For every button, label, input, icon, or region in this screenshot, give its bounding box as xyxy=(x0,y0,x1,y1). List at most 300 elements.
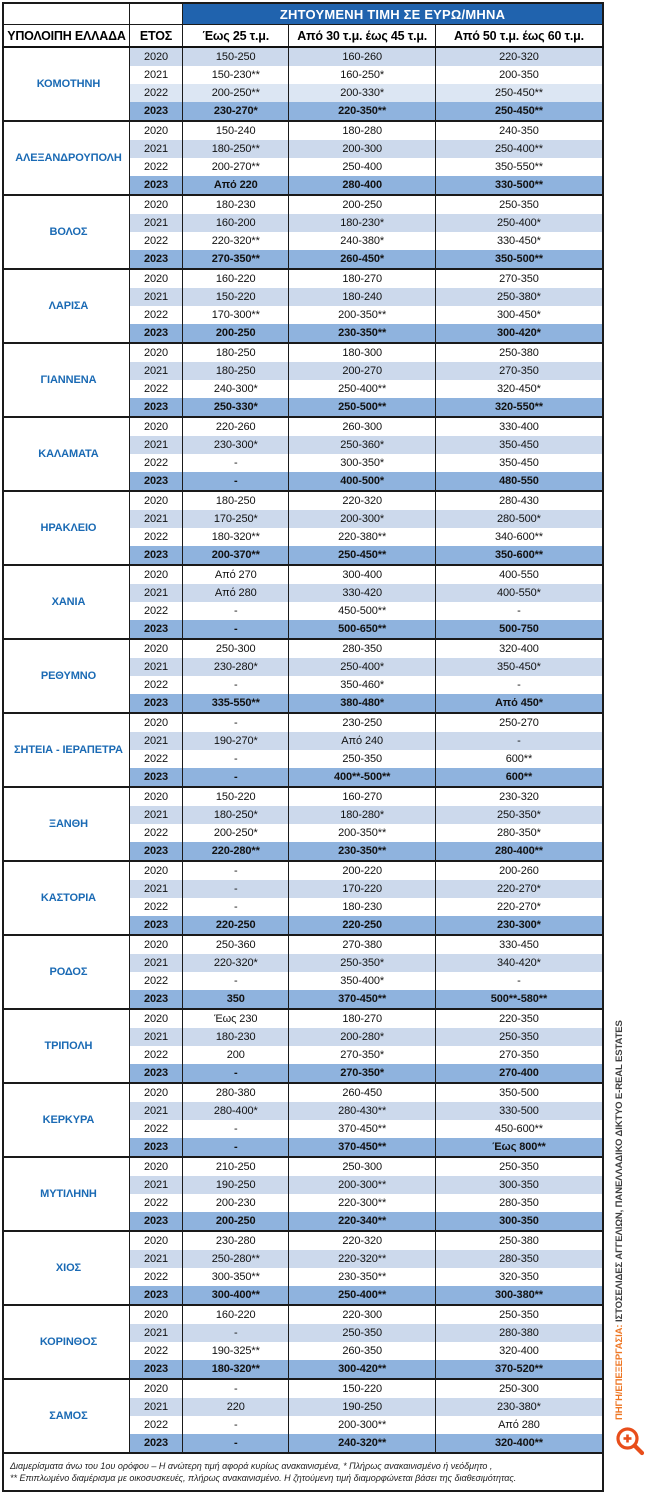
year-cell: 2021 xyxy=(129,658,182,676)
price-cell: 190-250 xyxy=(289,1398,435,1416)
city-name: ΚΟΡΙΝΘΟΣ xyxy=(3,1305,129,1379)
price-cell: 220-320* xyxy=(183,954,289,972)
year-cell: 2021 xyxy=(129,1398,182,1416)
table-row xyxy=(3,565,603,584)
price-cell: 250-400 xyxy=(289,158,435,176)
banner-row xyxy=(3,3,603,25)
price-cell: 300-350* xyxy=(289,454,435,472)
price-cell: 370-450** xyxy=(289,1120,435,1138)
price-cell: - xyxy=(183,454,289,472)
price-cell: 240-380* xyxy=(289,232,435,250)
price-cell: 250-350 xyxy=(289,1324,435,1342)
price-cell: - xyxy=(183,768,289,787)
price-cell: Από 280 xyxy=(498,1419,540,1431)
price-cell: 250-350* xyxy=(497,809,541,821)
price-cell: 350-450 xyxy=(499,457,539,469)
price-cell: 330-500 xyxy=(499,1105,539,1117)
year-cell: 2022 xyxy=(129,232,182,250)
price-cell: - xyxy=(517,975,521,987)
price-cell: 260-450 xyxy=(289,1083,435,1102)
price-cell: 400-500* xyxy=(289,472,435,491)
table-row xyxy=(3,935,603,954)
price-cell: 280-380 xyxy=(183,1083,289,1102)
price-cell: 330-450 xyxy=(435,935,603,954)
price-cell: 300-350 xyxy=(499,1215,539,1227)
price-cell: - xyxy=(183,713,289,732)
price-cell: - xyxy=(517,679,521,691)
price-cell: 180-250 xyxy=(183,343,289,362)
table-body xyxy=(3,47,603,1453)
city-name: ΛΑΡΙΣΑ xyxy=(3,269,129,343)
price-cell: 350-450* xyxy=(497,661,541,673)
price-cell: 220-320 xyxy=(289,491,435,510)
price-cell: 180-250* xyxy=(183,806,289,824)
price-cell: 270-380 xyxy=(289,935,435,954)
price-cell: 500-750 xyxy=(499,623,539,635)
price-cell: 350-500 xyxy=(435,1083,603,1102)
price-cell: 250-350 xyxy=(435,195,603,214)
price-cell: 280-350 xyxy=(499,1253,539,1265)
year-cell: 2023 xyxy=(129,176,182,195)
year-cell: 2021 xyxy=(129,1250,182,1268)
city-name: ΚΕΡΚΥΡΑ xyxy=(3,1083,129,1157)
price-cell: 250-300 xyxy=(289,1157,435,1176)
city-name: ΚΑΣΤΟΡΙΑ xyxy=(3,861,129,935)
price-cell: 250-350 xyxy=(499,1031,539,1043)
price-cell: 300-420** xyxy=(289,1360,435,1379)
price-cell: 320-450* xyxy=(497,383,541,395)
year-cell: 2023 xyxy=(129,1286,182,1305)
price-cell: 220-250 xyxy=(183,916,289,935)
year-cell: 2020 xyxy=(129,1157,182,1176)
table-row xyxy=(3,417,603,436)
year-cell: 2022 xyxy=(129,84,182,102)
table-row xyxy=(3,1305,603,1324)
price-cell: 230-300* xyxy=(497,919,541,931)
price-cell: 180-250** xyxy=(183,140,289,158)
price-cell: 150-220 xyxy=(183,787,289,806)
price-cell: 200-250 xyxy=(289,195,435,214)
price-cell: 220-270* xyxy=(497,883,541,895)
price-cell: - xyxy=(183,972,289,990)
year-cell: 2023 xyxy=(129,1434,182,1453)
year-cell: 2023 xyxy=(129,472,182,491)
table-row xyxy=(3,1009,603,1028)
price-cell: 200-300** xyxy=(289,1176,435,1194)
year-cell: 2021 xyxy=(129,214,182,232)
year-cell: 2022 xyxy=(129,1120,182,1138)
price-cell: 350-400* xyxy=(289,972,435,990)
banner-empty-year xyxy=(129,3,182,25)
price-cell: 500-650** xyxy=(289,620,435,639)
year-cell: 2020 xyxy=(129,417,182,436)
price-cell: 180-280 xyxy=(289,121,435,140)
table-row xyxy=(3,343,603,362)
price-cell: 180-230 xyxy=(289,898,435,916)
price-cell: 200-300** xyxy=(289,1416,435,1434)
price-cell: 220-250 xyxy=(289,916,435,935)
price-cell: 400**-500** xyxy=(289,768,435,787)
price-cell: 220-320 xyxy=(499,51,539,63)
price-cell: 400-550 xyxy=(435,565,603,584)
year-cell: 2023 xyxy=(129,768,182,787)
city-name: ΧΑΝΙΑ xyxy=(3,565,129,639)
year-cell: 2021 xyxy=(129,66,182,84)
price-cell: 240-350 xyxy=(435,121,603,140)
price-cell: 200-330* xyxy=(289,84,435,102)
price-cell: 180-300 xyxy=(289,343,435,362)
table-row xyxy=(3,121,603,140)
year-cell: 2022 xyxy=(129,1342,182,1360)
price-cell: 250-380 xyxy=(435,343,603,362)
year-cell: 2023 xyxy=(129,990,182,1009)
price-cell: 170-300** xyxy=(183,306,289,324)
price-cell: 270-350* xyxy=(289,1046,435,1064)
year-cell: 2021 xyxy=(129,362,182,380)
price-cell: 370-520** xyxy=(494,1363,543,1375)
price-cell: - xyxy=(183,1434,289,1453)
price-cell: 230-350** xyxy=(289,842,435,861)
year-cell: 2020 xyxy=(129,343,182,362)
price-cell: Από 240 xyxy=(289,732,435,750)
price-cell: - xyxy=(183,1416,289,1434)
price-cell: 250-350 xyxy=(289,750,435,768)
price-cell: 320-400 xyxy=(499,1345,539,1357)
price-cell: 320-350 xyxy=(499,1271,539,1283)
year-cell: 2022 xyxy=(129,1268,182,1286)
price-cell: 220-350** xyxy=(289,102,435,121)
year-cell: 2020 xyxy=(129,1379,182,1398)
price-cell: - xyxy=(183,620,289,639)
price-cell: 250-300 xyxy=(183,639,289,658)
price-cell: 300-350** xyxy=(183,1268,289,1286)
price-cell: 280-430** xyxy=(289,1102,435,1120)
price-cell: 450-600** xyxy=(494,1123,543,1135)
price-cell: 350-600** xyxy=(494,549,543,561)
price-cell: - xyxy=(183,676,289,694)
year-cell: 2022 xyxy=(129,898,182,916)
price-cell: 230-350** xyxy=(289,1268,435,1286)
price-cell: 150-220 xyxy=(289,1379,435,1398)
year-cell: 2020 xyxy=(129,47,182,66)
price-cell: 200-250 xyxy=(183,1212,289,1231)
year-cell: 2021 xyxy=(129,954,182,972)
price-cell: 340-600** xyxy=(494,531,543,543)
price-cell: 340-420* xyxy=(497,957,541,969)
price-cell: 180-230 xyxy=(183,195,289,214)
price-cell: 200-300* xyxy=(289,510,435,528)
city-name: ΓΙΑΝΝΕΝΑ xyxy=(3,343,129,417)
price-cell: 170-250* xyxy=(183,510,289,528)
year-cell: 2022 xyxy=(129,824,182,842)
year-cell: 2023 xyxy=(129,1064,182,1083)
year-cell: 2023 xyxy=(129,620,182,639)
year-cell: 2022 xyxy=(129,380,182,398)
banner-empty-city xyxy=(3,3,129,25)
price-cell: 230-270* xyxy=(183,102,289,121)
city-name: ΤΡΙΠΟΛΗ xyxy=(3,1009,129,1083)
price-cell: 320-400 xyxy=(435,639,603,658)
price-cell: Από 450* xyxy=(494,697,543,709)
price-cell: 200-350 xyxy=(499,69,539,81)
year-cell: 2021 xyxy=(129,288,182,306)
price-cell: 335-550** xyxy=(183,694,289,713)
price-cell: 200-350** xyxy=(289,306,435,324)
price-cell: 200 xyxy=(183,1046,289,1064)
price-cell: 200-350** xyxy=(289,824,435,842)
source-text: ΙΣΤΟΣΕΛΙΔΕΣ ΑΓΓΕΛΙΩΝ, ΠΑΝΕΛΛΑΔΙΚΟ ΔΙΚΤΥΟ E-REAL ESTATES xyxy=(614,1020,625,1325)
price-cell: 230-380* xyxy=(497,1401,541,1413)
price-cell: 250-500** xyxy=(289,398,435,417)
price-cell: 150-240 xyxy=(183,121,289,140)
header-region: ΥΠΟΛΟΙΠΗ ΕΛΛΑΔΑ xyxy=(3,25,129,48)
price-cell: 250-280** xyxy=(183,1250,289,1268)
price-cell: - xyxy=(517,735,521,747)
price-cell: 280-400* xyxy=(183,1102,289,1120)
price-cell: - xyxy=(183,1120,289,1138)
price-cell: 250-350* xyxy=(289,954,435,972)
price-cell: 280-350 xyxy=(499,1197,539,1209)
price-cell: 260-300 xyxy=(289,417,435,436)
year-cell: 2023 xyxy=(129,324,182,343)
year-cell: 2023 xyxy=(129,546,182,565)
price-cell: Από 220 xyxy=(183,176,289,195)
price-cell: 250-400** xyxy=(289,1286,435,1305)
price-cell: 200-250* xyxy=(183,824,289,842)
year-cell: 2023 xyxy=(129,1138,182,1157)
price-cell: 350-460* xyxy=(289,676,435,694)
price-table-wrapper xyxy=(2,2,604,1492)
year-cell: 2020 xyxy=(129,639,182,658)
city-name: ΧΙΟΣ xyxy=(3,1231,129,1305)
price-cell: 260-350 xyxy=(289,1342,435,1360)
price-cell: 230-280 xyxy=(183,1231,289,1250)
city-name: ΡΕΘΥΜΝΟ xyxy=(3,639,129,713)
year-cell: 2022 xyxy=(129,158,182,176)
price-cell: 250-380* xyxy=(497,291,541,303)
price-cell: - xyxy=(183,1064,289,1083)
price-cell: 180-230 xyxy=(183,1028,289,1046)
year-cell: 2022 xyxy=(129,676,182,694)
price-cell: 220-320 xyxy=(289,1231,435,1250)
price-cell: 220-320** xyxy=(183,232,289,250)
table-row xyxy=(3,639,603,658)
price-cell: 270-350 xyxy=(499,365,539,377)
price-cell: Έως 230 xyxy=(183,1009,289,1028)
year-cell: 2023 xyxy=(129,1360,182,1379)
price-cell: 250-400** xyxy=(289,380,435,398)
year-cell: 2022 xyxy=(129,306,182,324)
price-cell: 250-400* xyxy=(289,658,435,676)
price-cell: 230-300* xyxy=(183,436,289,454)
price-cell: 330-450* xyxy=(497,235,541,247)
price-cell: 160-250* xyxy=(289,66,435,84)
year-cell: 2022 xyxy=(129,972,182,990)
year-cell: 2023 xyxy=(129,842,182,861)
price-cell: 220-280** xyxy=(183,842,289,861)
price-cell: 220-260 xyxy=(183,417,289,436)
price-cell: 220-300 xyxy=(289,1305,435,1324)
price-cell: 300-380** xyxy=(494,1289,543,1301)
year-cell: 2021 xyxy=(129,1324,182,1342)
price-cell: 160-220 xyxy=(183,1305,289,1324)
price-cell: 600** xyxy=(505,753,533,765)
price-cell: 200-270 xyxy=(289,362,435,380)
year-cell: 2020 xyxy=(129,861,182,880)
price-cell: 450-500** xyxy=(289,602,435,620)
price-cell: - xyxy=(183,750,289,768)
price-cell: 250-450** xyxy=(289,546,435,565)
price-cell: 180-240 xyxy=(289,288,435,306)
year-cell: 2021 xyxy=(129,880,182,898)
price-cell: 160-270 xyxy=(289,787,435,806)
price-cell: - xyxy=(183,861,289,880)
price-cell: 190-250 xyxy=(183,1176,289,1194)
year-cell: 2023 xyxy=(129,398,182,417)
price-cell: 300-350 xyxy=(499,1179,539,1191)
price-cell: 220-350 xyxy=(435,1009,603,1028)
price-cell: 180-250 xyxy=(183,362,289,380)
year-cell: 2022 xyxy=(129,454,182,472)
price-cell: 280-500* xyxy=(497,513,541,525)
price-cell: 280-350* xyxy=(497,827,541,839)
header-row xyxy=(3,25,603,48)
price-cell: 260-450* xyxy=(289,250,435,269)
price-cell: 190-270* xyxy=(183,732,289,750)
year-cell: 2021 xyxy=(129,140,182,158)
price-cell: 320-550** xyxy=(494,401,543,413)
zoom-in-icon[interactable] xyxy=(613,1424,649,1460)
price-cell: Από 270 xyxy=(183,565,289,584)
price-cell: 160-200 xyxy=(183,214,289,232)
price-cell: 150-220 xyxy=(183,288,289,306)
year-cell: 2023 xyxy=(129,694,182,713)
price-cell: 270-350 xyxy=(499,1049,539,1061)
year-cell: 2020 xyxy=(129,121,182,140)
price-cell: 230-320 xyxy=(435,787,603,806)
table-row xyxy=(3,47,603,66)
price-cell: - xyxy=(183,880,289,898)
price-cell: 240-300* xyxy=(183,380,289,398)
price-cell: - xyxy=(183,898,289,916)
price-cell: - xyxy=(183,602,289,620)
price-cell: 230-350** xyxy=(289,324,435,343)
year-cell: 2022 xyxy=(129,1046,182,1064)
price-cell: 200-230 xyxy=(183,1194,289,1212)
price-cell: 200-260 xyxy=(435,861,603,880)
price-cell: 250-350 xyxy=(435,1157,603,1176)
price-cell: - xyxy=(183,1379,289,1398)
city-name: ΣΑΜΟΣ xyxy=(3,1379,129,1453)
price-cell: 350-450 xyxy=(499,439,539,451)
footnote-line-1: Διαμερίσματα άνω του 1ου ορόφου – Η ανώτερη τιμή αφορά κυρίως ανακαινισμένα, * Πλήρως ανακαινισμένο ή νεόδμητο , xyxy=(10,1460,493,1471)
price-cell: 180-280* xyxy=(289,806,435,824)
price-cell: 350 xyxy=(183,990,289,1009)
year-cell: 2021 xyxy=(129,510,182,528)
year-cell: 2021 xyxy=(129,584,182,602)
table-row xyxy=(3,1083,603,1102)
year-cell: 2020 xyxy=(129,1231,182,1250)
price-cell: 150-230** xyxy=(183,66,289,84)
price-cell: - xyxy=(183,1138,289,1157)
price-cell: 160-220 xyxy=(183,269,289,288)
table-row xyxy=(3,1379,603,1398)
price-cell: 150-250 xyxy=(183,47,289,66)
price-cell: Από 280 xyxy=(183,584,289,602)
year-cell: 2022 xyxy=(129,1194,182,1212)
year-cell: 2020 xyxy=(129,1009,182,1028)
year-cell: 2021 xyxy=(129,1176,182,1194)
source-caption xyxy=(614,990,625,1420)
city-name: ΣΗΤΕΙΑ - ΙΕΡΑΠΕΤΡΑ xyxy=(3,713,129,787)
year-cell: 2020 xyxy=(129,269,182,288)
table-row xyxy=(3,1231,603,1250)
price-cell: 380-480* xyxy=(289,694,435,713)
year-cell: 2022 xyxy=(129,528,182,546)
year-cell: 2023 xyxy=(129,102,182,121)
city-name: ΑΛΕΞΑΝΔΡΟΥΠΟΛΗ xyxy=(3,121,129,195)
year-cell: 2022 xyxy=(129,750,182,768)
year-cell: 2023 xyxy=(129,916,182,935)
price-cell: 350-500** xyxy=(494,253,543,265)
year-cell: 2020 xyxy=(129,1305,182,1324)
footnote-cell xyxy=(3,1453,603,1491)
price-cell: 370-450** xyxy=(289,1138,435,1157)
price-cell: 180-270 xyxy=(289,269,435,288)
table-row xyxy=(3,861,603,880)
price-cell: 300-420* xyxy=(497,327,541,339)
price-cell: 230-280* xyxy=(183,658,289,676)
year-cell: 2023 xyxy=(129,1212,182,1231)
price-cell: 330-420 xyxy=(289,584,435,602)
city-name: ΗΡΑΚΛΕΙΟ xyxy=(3,491,129,565)
year-cell: 2020 xyxy=(129,1083,182,1102)
price-cell: 230-250 xyxy=(289,713,435,732)
price-cell: 220-270* xyxy=(497,901,541,913)
price-cell: 370-450** xyxy=(289,990,435,1009)
price-cell: 250-270 xyxy=(435,713,603,732)
price-cell: 180-250 xyxy=(183,491,289,510)
price-cell: 250-380 xyxy=(435,1231,603,1250)
price-cell: 200-250 xyxy=(183,324,289,343)
price-cell: 330-400 xyxy=(435,417,603,436)
price-cell: - xyxy=(183,1324,289,1342)
price-cell: 200-280* xyxy=(289,1028,435,1046)
price-cell: 300-450* xyxy=(497,309,541,321)
price-cell: 250-300 xyxy=(435,1379,603,1398)
city-name: ΚΑΛΑΜΑΤΑ xyxy=(3,417,129,491)
price-cell: 300-400** xyxy=(183,1286,289,1305)
magnifying-glass-plus-glyph xyxy=(613,1424,649,1460)
price-cell: 250-360 xyxy=(183,935,289,954)
year-cell: 2021 xyxy=(129,1028,182,1046)
price-cell: 250-400* xyxy=(497,217,541,229)
table-row xyxy=(3,787,603,806)
footnote-line-2: ** Επιπλωμένο διαμέρισμα με οικοσυσκευές, πλήρως ανακαινισμένο. Η ζητούμενη τιμή διαμορφώνεται βάσει της διαθεσιμότητας. xyxy=(10,1473,517,1483)
header-size-2: Από 30 τ.μ. έως 45 τ.μ. xyxy=(289,25,435,48)
price-cell: 210-250 xyxy=(183,1157,289,1176)
price-cell: 600** xyxy=(505,771,533,783)
year-cell: 2021 xyxy=(129,732,182,750)
year-cell: 2020 xyxy=(129,565,182,584)
price-cell: - xyxy=(517,605,521,617)
year-cell: 2020 xyxy=(129,195,182,214)
price-cell: 280-350 xyxy=(289,639,435,658)
price-cell: 270-350 xyxy=(435,269,603,288)
price-cell: 200-300 xyxy=(289,140,435,158)
price-cell: - xyxy=(183,472,289,491)
year-cell: 2020 xyxy=(129,491,182,510)
